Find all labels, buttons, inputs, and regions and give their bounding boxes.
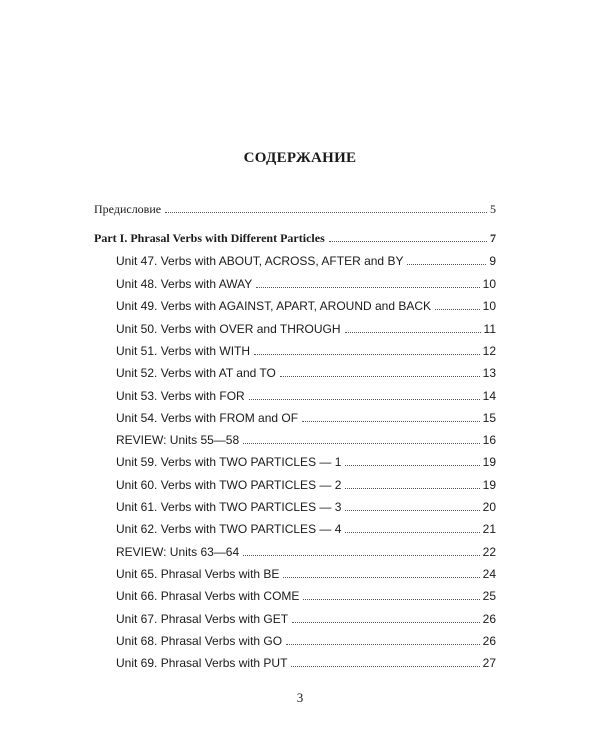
dot-leader [286, 643, 480, 645]
toc-entry-unit-49 [116, 299, 496, 319]
toc-entry-unit-66 [116, 589, 496, 609]
toc-entry-page: 7 [490, 231, 496, 245]
dot-leader [435, 308, 480, 310]
toc-entry-unit-47 [116, 254, 496, 274]
toc-entry-page: 16 [482, 433, 496, 447]
dot-leader [407, 263, 486, 265]
toc-entry-label: Unit 51. Verbs with WITH [116, 344, 251, 358]
toc-entry-label: Unit 65. Phrasal Verbs with BE [116, 567, 280, 581]
toc-entry-label: REVIEW: Units 55—58 [116, 433, 240, 447]
toc-entry-unit-68 [116, 634, 496, 654]
dot-leader [256, 286, 479, 288]
toc-entry-label: Part I. Phrasal Verbs with Different Particles [94, 231, 325, 245]
toc-entry-label: Предисловие [94, 202, 162, 216]
toc-entry-label: Unit 47. Verbs with ABOUT, ACROSS, AFTER and BY [116, 254, 404, 268]
toc-entry-label: Unit 49. Verbs with AGAINST, APART, AROUND and BACK [116, 299, 432, 313]
toc-entry-label: Unit 48. Verbs with AWAY [116, 277, 253, 291]
toc-entry-review-63-64 [116, 545, 496, 565]
toc-entry-label: Unit 62. Verbs with TWO PARTICLES — 4 [116, 522, 342, 536]
toc-entry-page: 19 [482, 455, 496, 469]
toc-entry-unit-61 [116, 500, 496, 520]
page-title: СОДЕРЖАНИЕ [243, 150, 357, 166]
toc-entry-page: 10 [482, 299, 496, 313]
toc-entry-page: 15 [482, 411, 496, 425]
toc-entry-label: Unit 54. Verbs with FROM and OF [116, 411, 299, 425]
toc-entry-part-1 [94, 231, 496, 251]
toc-entry-unit-54 [116, 411, 496, 431]
toc-entry-unit-69 [116, 656, 496, 676]
dot-leader [165, 211, 487, 213]
toc-entry-label: Unit 59. Verbs with TWO PARTICLES — 1 [116, 455, 342, 469]
toc-entry-page: 24 [482, 567, 496, 581]
page-number: 3 [296, 690, 304, 705]
toc-entry-unit-59 [116, 455, 496, 475]
toc-entry-label: Unit 60. Verbs with TWO PARTICLES — 2 [116, 478, 342, 492]
toc-entry-preface [94, 202, 496, 222]
toc-entry-unit-48 [116, 277, 496, 297]
toc-entry-page: 21 [482, 522, 496, 536]
toc-entry-unit-67 [116, 612, 496, 632]
toc-entry-page: 26 [482, 634, 496, 648]
dot-leader [249, 398, 480, 400]
dot-leader [280, 375, 480, 377]
toc-entry-label: REVIEW: Units 63—64 [116, 545, 240, 559]
dot-leader [302, 420, 480, 422]
toc-entry-label: Unit 52. Verbs with AT and TO [116, 366, 276, 380]
dot-leader [303, 598, 479, 600]
toc-entry-review-55-58 [116, 433, 496, 453]
toc-entry-page: 10 [482, 277, 496, 291]
toc-entry-page: 14 [482, 389, 496, 403]
toc-entry-page: 12 [482, 344, 496, 358]
toc-entry-label: Unit 67. Phrasal Verbs with GET [116, 612, 289, 626]
toc-entry-page: 9 [489, 254, 496, 268]
dot-leader [345, 487, 479, 489]
dot-leader [345, 464, 479, 466]
dot-leader [345, 509, 479, 511]
toc-entry-page: 27 [482, 656, 496, 670]
dot-leader [329, 240, 487, 242]
toc-entry-unit-50 [116, 322, 496, 342]
dot-leader [345, 331, 481, 333]
toc-entry-label: Unit 50. Verbs with OVER and THROUGH [116, 322, 341, 336]
toc-entry-page: 26 [482, 612, 496, 626]
toc-entry-unit-60 [116, 478, 496, 498]
toc-entry-page: 11 [483, 322, 496, 336]
toc-entry-page: 19 [482, 478, 496, 492]
dot-leader [345, 531, 479, 533]
toc-entry-unit-62 [116, 522, 496, 542]
toc-entry-unit-53 [116, 389, 496, 409]
toc-entry-page: 25 [482, 589, 496, 603]
toc-entry-unit-52 [116, 366, 496, 386]
toc-entry-label: Unit 68. Phrasal Verbs with GO [116, 634, 283, 648]
toc-entry-unit-65 [116, 567, 496, 587]
toc-entry-label: Unit 53. Verbs with FOR [116, 389, 245, 403]
toc-entry-page: 22 [482, 545, 496, 559]
toc-entry-label: Unit 66. Phrasal Verbs with COME [116, 589, 300, 603]
toc-entry-label: Unit 61. Verbs with TWO PARTICLES — 3 [116, 500, 342, 514]
toc-entry-page: 5 [490, 202, 496, 216]
dot-leader [283, 576, 479, 578]
toc-entry-page: 20 [482, 500, 496, 514]
toc-entry-label: Unit 69. Phrasal Verbs with PUT [116, 656, 288, 670]
dot-leader [291, 665, 479, 667]
dot-leader [243, 442, 479, 444]
dot-leader [254, 353, 480, 355]
toc-entry-unit-51 [116, 344, 496, 364]
dot-leader [243, 554, 479, 556]
dot-leader [292, 621, 480, 623]
toc-entry-page: 13 [482, 366, 496, 380]
